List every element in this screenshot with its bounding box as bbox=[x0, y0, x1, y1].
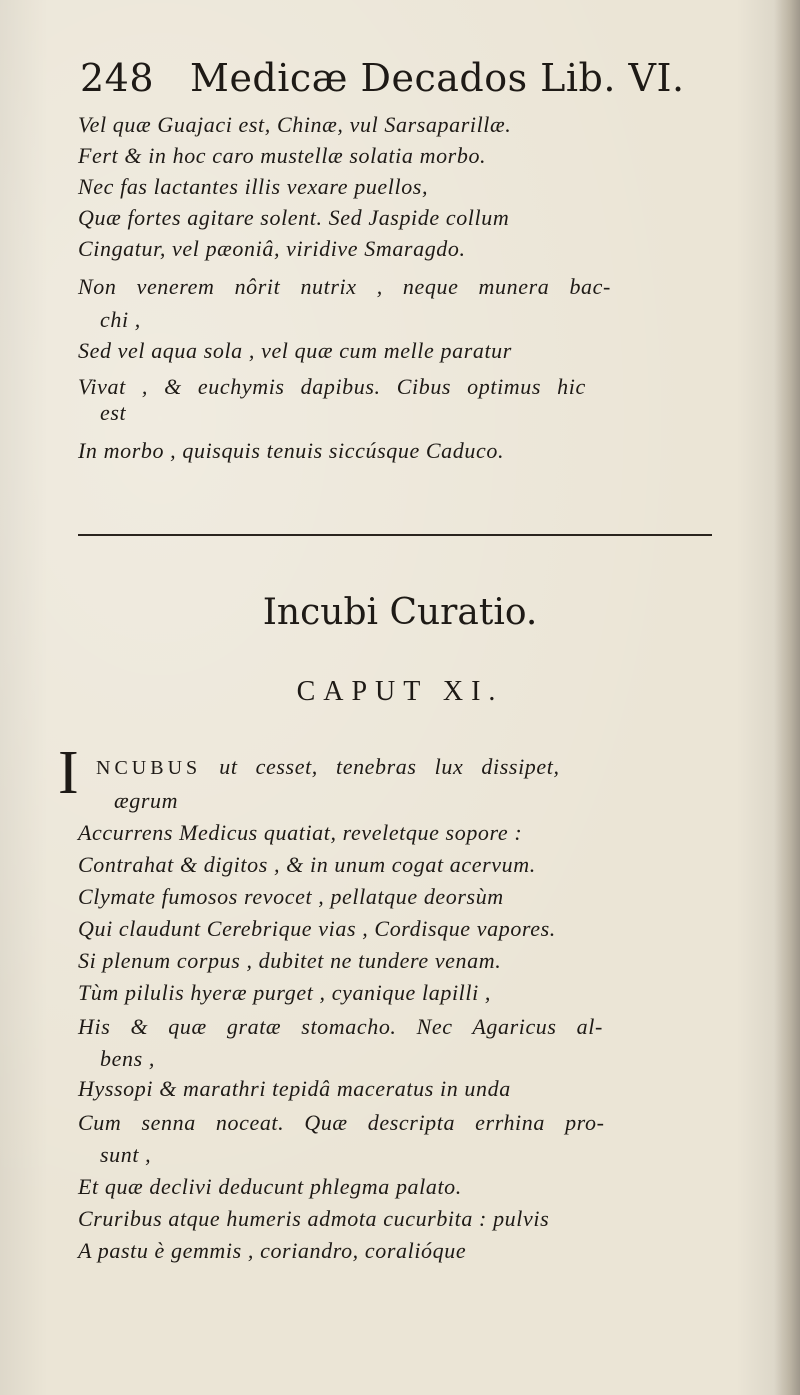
chapter-heading: CAPUT XI. bbox=[296, 676, 504, 707]
verse-line: Clymate fumosos revocet , pellatque deorsùm bbox=[78, 884, 504, 909]
running-header bbox=[80, 56, 685, 100]
verse-line: Cum senna noceat. Quæ descripta errhina pro- bbox=[78, 1110, 605, 1135]
drop-cap: I bbox=[58, 739, 79, 807]
verse-line: ægrum bbox=[114, 788, 179, 813]
verse-line: Non venerem nôrit nutrix , neque munera bac- bbox=[78, 274, 611, 299]
first-word: NCUBUS bbox=[96, 757, 202, 779]
page-number: 248 bbox=[80, 56, 155, 100]
verse-line: Si plenum corpus , dubitet ne tundere venam. bbox=[78, 948, 502, 973]
section-divider bbox=[78, 534, 712, 536]
verse-line: chi , bbox=[100, 307, 141, 332]
page-gutter-shadow bbox=[774, 0, 800, 1395]
verse-line: Accurrens Medicus quatiat, reveletque sopore : bbox=[78, 820, 523, 845]
verse-line: Vel quæ Guajaci est, Chinæ, vul Sarsaparillæ. bbox=[78, 112, 512, 137]
section-title: Incubi Curatio. bbox=[262, 592, 538, 633]
verse-line: Et quæ declivi deducunt phlegma palato. bbox=[78, 1174, 462, 1199]
verse-line: Quæ fortes agitare solent. Sed Jaspide collum bbox=[78, 205, 510, 230]
verse-line: bens , bbox=[100, 1046, 155, 1071]
verse-line: Tùm pilulis hyeræ purget , cyanique lapilli , bbox=[78, 980, 491, 1005]
verse-line-first bbox=[96, 754, 560, 780]
verse-line: His & quæ gratæ stomacho. Nec Agaricus al- bbox=[78, 1014, 603, 1039]
running-title: Medicæ Decados Lib. VI. bbox=[190, 56, 685, 100]
verse-line: Nec fas lactantes illis vexare puellos, bbox=[78, 174, 429, 199]
verse-line: est bbox=[100, 400, 127, 425]
verse-line: Fert & in hoc caro mustellæ solatia morbo. bbox=[78, 143, 487, 168]
verse-line: Vivat , & euchymis dapibus. Cibus optimus hic bbox=[78, 374, 586, 399]
verse-line: A pastu è gemmis , coriandro, coralióque bbox=[78, 1238, 467, 1263]
verse-line: In morbo , quisquis tenuis siccúsque Caduco. bbox=[78, 438, 505, 463]
verse-line: sunt , bbox=[100, 1142, 152, 1167]
verse-line: Contrahat & digitos , & in unum cogat acervum. bbox=[78, 852, 536, 877]
first-line-rest: ut cesset, tenebras lux dissipet, bbox=[219, 754, 560, 779]
verse-line: Qui claudunt Cerebrique vias , Cordisque vapores. bbox=[78, 916, 556, 941]
verse-line: Cruribus atque humeris admota cucurbita : pulvis bbox=[78, 1206, 550, 1231]
verse-line: Hyssopi & marathri tepidâ maceratus in unda bbox=[78, 1076, 511, 1101]
verse-line: Cingatur, vel pæoniâ, viridive Smaragdo. bbox=[78, 236, 466, 261]
verse-line: Sed vel aqua sola , vel quæ cum melle paratur bbox=[78, 338, 512, 363]
